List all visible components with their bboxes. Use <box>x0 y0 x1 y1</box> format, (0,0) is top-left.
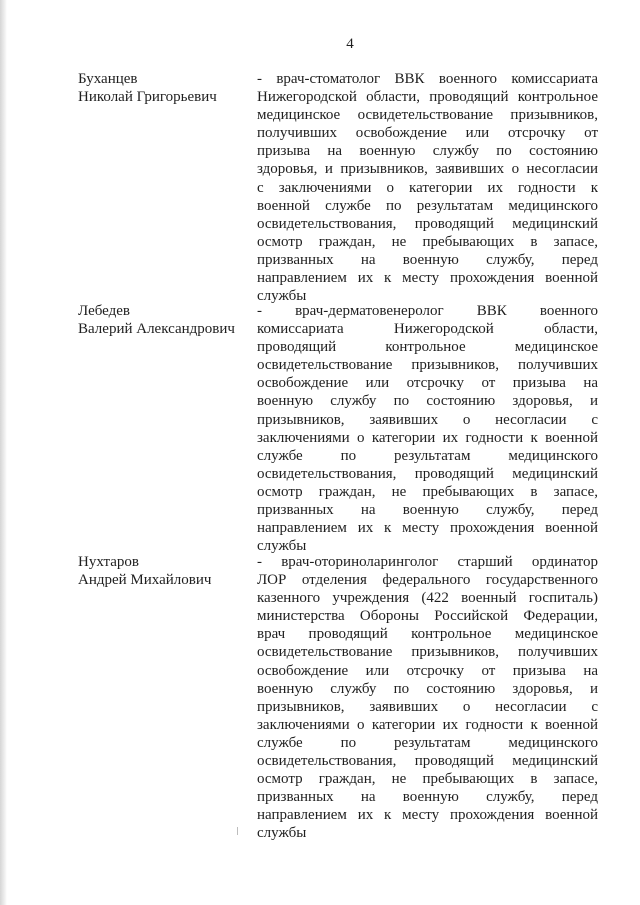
member-name <box>78 70 258 106</box>
duty-line: освобождение или отсрочку от призыва на <box>257 662 598 679</box>
member-given-names: Валерий Александрович <box>78 321 235 338</box>
duty-line: с заключениями о категории их годности к <box>257 179 598 196</box>
duty-line: военной службе по результатам медицинского <box>257 197 598 214</box>
member-surname: Лебедев <box>78 303 130 319</box>
duty-line: осмотр граждан, не пребывающих в запасе, <box>257 771 598 788</box>
duty-line: военную службу по состоянию здоровья, и <box>257 393 598 410</box>
duty-line: призывников, заявивших о несогласии с <box>257 411 598 428</box>
duty-line: получивших освобождение или отсрочку от <box>257 125 598 142</box>
duty-line: направлением их к месту прохождения военной <box>257 807 598 824</box>
member-duty-description <box>257 70 598 305</box>
duty-line: службе по результатам медицинского <box>257 734 598 751</box>
duty-line: службы <box>257 288 307 305</box>
duty-line: здоровья, и призывников, заявивших о несогласии <box>257 161 598 178</box>
member-duty-description <box>257 302 598 555</box>
member-name <box>78 553 258 589</box>
duty-line: заключениями о категории их годности к военной <box>257 716 598 733</box>
duty-line: Нижегородской области, проводящий контрольное <box>257 89 598 106</box>
member-duty-description <box>257 553 598 843</box>
member-name <box>78 302 258 338</box>
duty-line: направлением их к месту прохождения военной <box>257 520 598 537</box>
duty-line: призванных на военную службу, перед <box>257 789 598 806</box>
duty-line: службы <box>257 825 307 842</box>
member-surname: Буханцев <box>78 71 138 87</box>
scan-margin-mark <box>237 827 238 835</box>
duty-line: ЛОР отделения федерального государственного <box>257 572 598 589</box>
duty-line: - врач-оториноларинголог старший ординатор <box>257 554 598 570</box>
duty-line: освидетельствование призывников, получивших <box>257 644 598 661</box>
duty-line: осмотр граждан, не пребывающих в запасе, <box>257 233 598 250</box>
duty-line: врач проводящий контрольное медицинское <box>257 626 598 643</box>
page-number: 4 <box>346 36 354 52</box>
duty-line: комиссариата Нижегородской области, <box>257 321 598 338</box>
scan-edge-shadow <box>0 0 7 905</box>
duty-line: освобождение или отсрочку от призыва на <box>257 375 598 392</box>
duty-line: службы <box>257 538 307 555</box>
duty-line: освидетельствования, проводящий медицинский <box>257 465 598 482</box>
duty-line: казенного учреждения (422 военный госпиталь) <box>257 590 598 607</box>
member-given-names: Андрей Михайлович <box>78 572 212 589</box>
duty-line: освидетельствования, проводящий медицинский <box>257 753 598 770</box>
duty-line: заключениями о категории их годности к военной <box>257 429 598 446</box>
duty-line: - врач-стоматолог ВВК военного комиссариата <box>257 71 598 87</box>
duty-line: осмотр граждан, не пребывающих в запасе, <box>257 483 598 500</box>
duty-line: министерства Обороны Российской Федерации, <box>257 608 598 625</box>
duty-line: освидетельствование призывников, получивших <box>257 357 598 374</box>
duty-line: призванных на военную службу, перед <box>257 251 598 268</box>
member-given-names: Николай Григорьевич <box>78 89 217 106</box>
duty-line: проводящий контрольное медицинское <box>257 339 598 356</box>
duty-line: - врач-дерматовенеролог ВВК военного <box>257 303 598 319</box>
duty-line: освидетельствования, проводящий медицинский <box>257 215 598 232</box>
member-surname: Нухтаров <box>78 554 139 570</box>
duty-line: военную службу по состоянию здоровья, и <box>257 680 598 697</box>
duty-line: службе по результатам медицинского <box>257 447 598 464</box>
duty-line: призывников, заявивших о несогласии с <box>257 698 598 715</box>
duty-line: медицинское освидетельствование призывников, <box>257 107 598 124</box>
duty-line: направлением их к месту прохождения военной <box>257 270 598 287</box>
duty-line: призванных на военную службу, перед <box>257 502 598 519</box>
duty-line: призыва на военную службу по состоянию <box>257 143 598 160</box>
